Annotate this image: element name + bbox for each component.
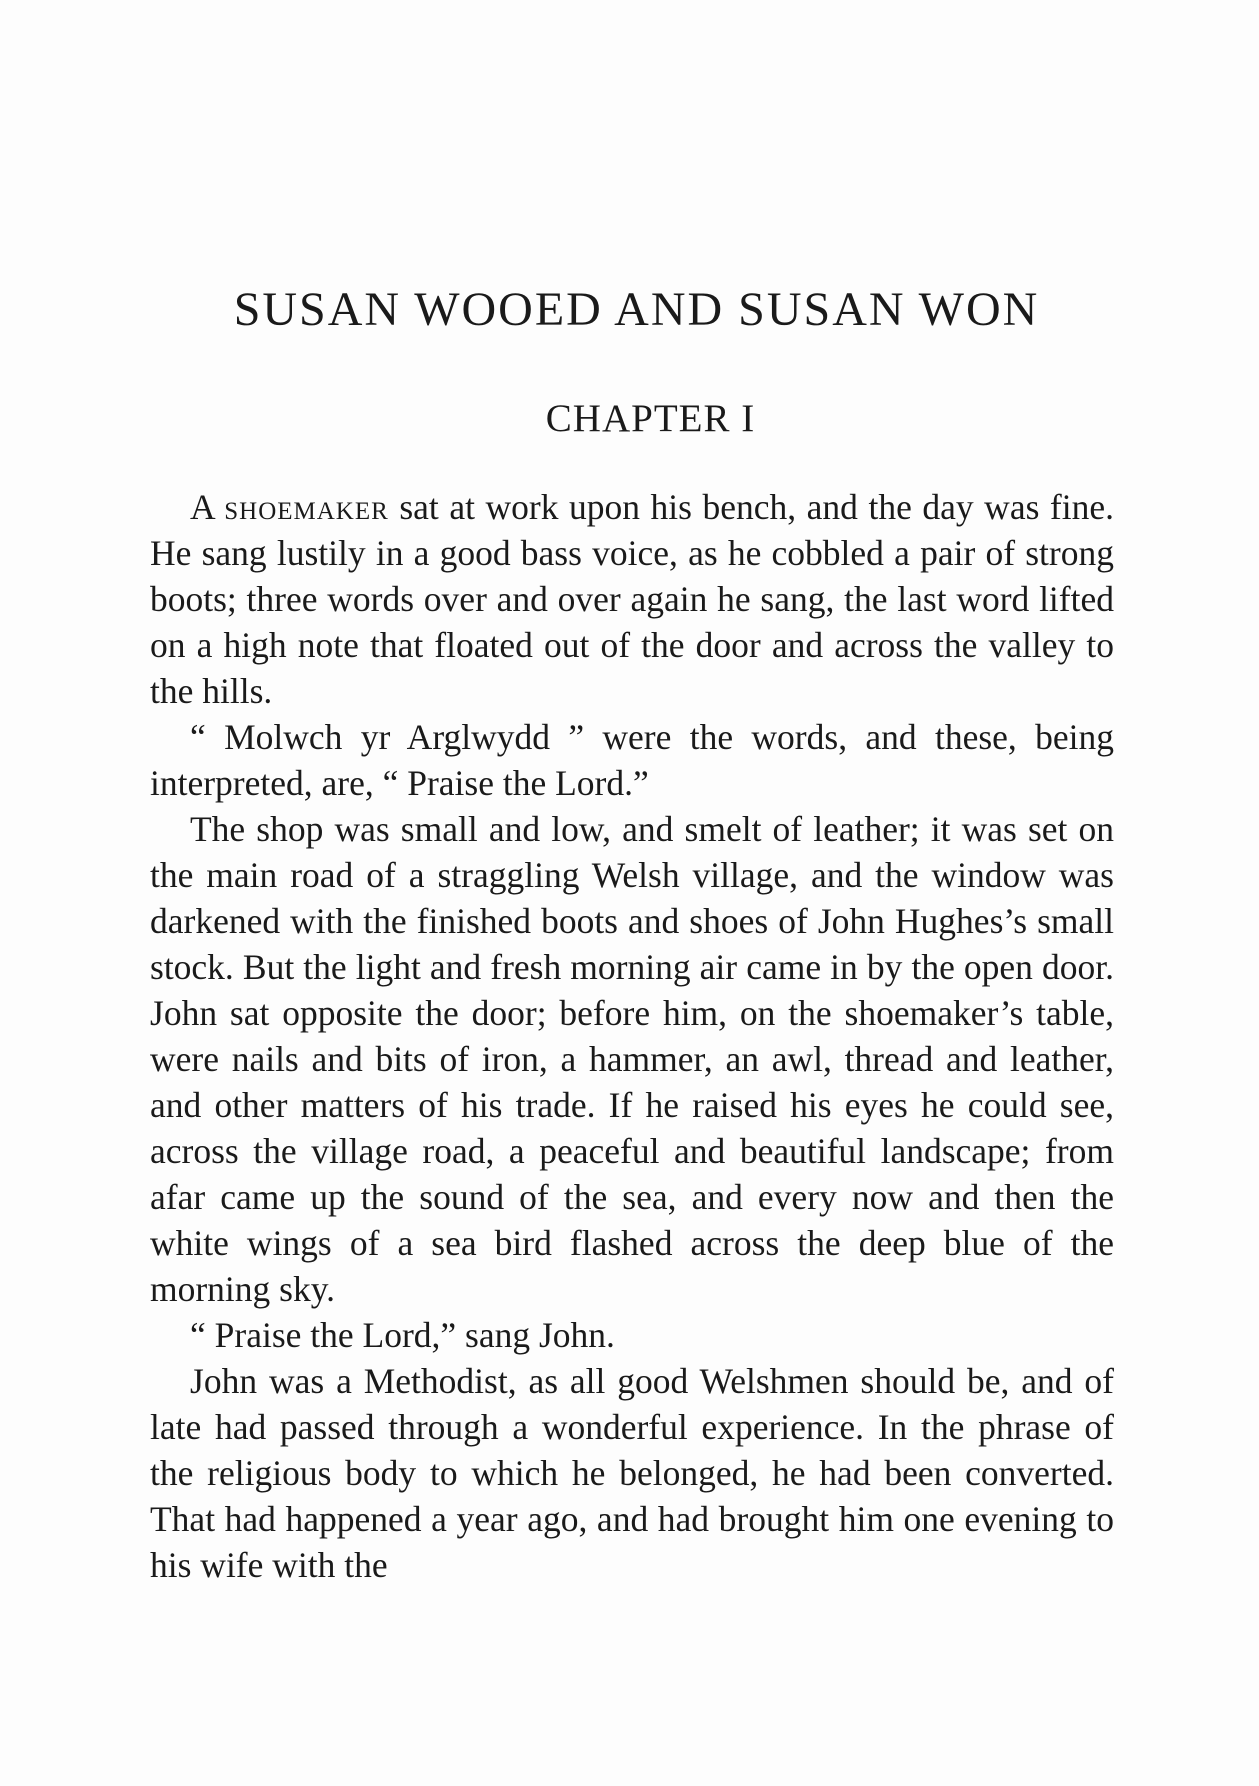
paragraph-4: “ Praise the Lord,” sang John. xyxy=(190,1315,615,1355)
paragraph-1-lead: A xyxy=(190,487,214,527)
paragraph-3: The shop was small and low, and smelt of leather; it was set on the main road of a straggling Welsh village, and the window was darkened with the finished boots and shoes of John Hughes’s small stock. But the light and fresh morning air came in by the open door. John sat opposite the door; before him, on the shoemaker’s table, were nails and bits of iron, a hammer, an awl, thread and leather, and other matters of his trade. If he raised his eyes he could see, across the village road, a peaceful and beautiful landscape; from afar came up the sound of the sea, and every now and then the white wings of a sea bird flashed across the deep blue of the morning sky. xyxy=(150,809,1114,1309)
paragraph-1 xyxy=(150,484,1114,714)
book-title: SUSAN WOOED AND SUSAN WON xyxy=(233,283,1040,336)
paragraph-5: John was a Methodist, as all good Welshmen should be, and of late had passed through a wonderful experience. In the phrase of the religious body to which he belonged, he had been converted. That had happened a year ago, and had brought him one evening to his wife with the xyxy=(150,1361,1114,1585)
paragraph-1-text: sat at work upon his bench, and the day was fine. He sang lustily in a good bass voice, as he cobbled a pair of strong boots; three words over and over again he sang, the last word lifted on a high note that floated out of the door and across the valley to the hills. xyxy=(150,487,1114,711)
chapter-body xyxy=(150,484,1114,1588)
chapter-heading: CHAPTER I xyxy=(545,397,756,440)
paragraph-2: “ Molwch yr Arglwydd ” were the words, and these, being interpreted, are, “ Praise the Lord.” xyxy=(150,717,1114,803)
paragraph-1-smallcaps: shoemaker xyxy=(224,487,389,527)
